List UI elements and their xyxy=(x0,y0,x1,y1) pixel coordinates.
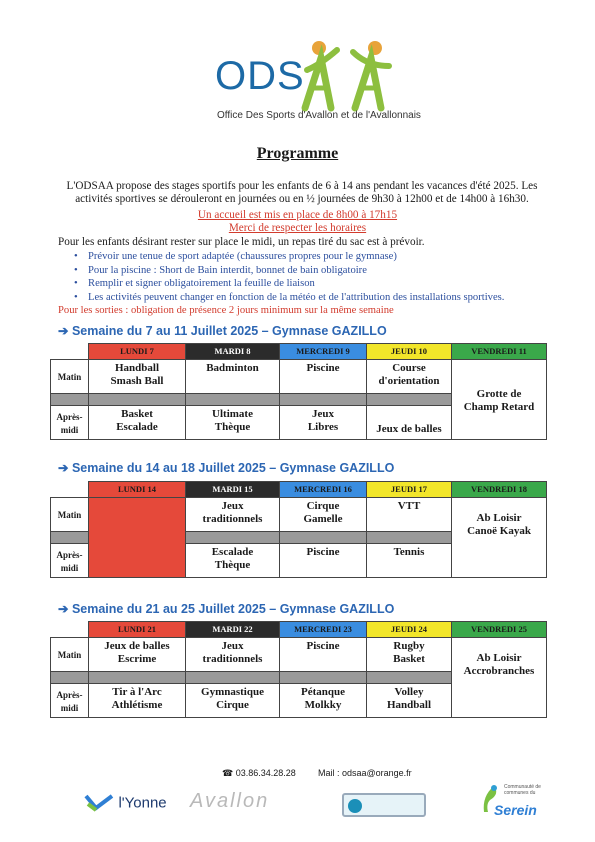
yonne-icon xyxy=(84,794,114,812)
serein-label: Serein xyxy=(494,802,537,818)
friday-outing: Grotte de Champ Retard xyxy=(452,360,547,440)
instructions-list xyxy=(70,250,504,304)
day-header: JEUDI 10 xyxy=(367,344,452,360)
row-label-apres-midi: Après-midi xyxy=(51,544,89,578)
odsaa-logo xyxy=(205,38,425,130)
activity-cell: Basket Escalade xyxy=(89,406,186,440)
day-header: VENDREDI 11 xyxy=(452,344,547,360)
day-header: LUNDI 21 xyxy=(89,622,186,638)
partner-icon xyxy=(348,799,362,813)
activity-cell: VTT xyxy=(367,498,452,532)
row-label-matin: Matin xyxy=(51,360,89,394)
page-title: Programme xyxy=(256,145,339,162)
accueil-note: Un accueil est mis en place de 8h00 à 17h15 xyxy=(197,209,398,221)
activity-cell: Rugby Basket xyxy=(367,638,452,672)
day-header: MERCREDI 9 xyxy=(280,344,367,360)
activity-cell: Piscine xyxy=(280,544,367,578)
outing-note: Pour les sorties : obligation de présence 2 jours minimum sur la même semaine xyxy=(58,305,394,316)
athletes-logo-icon xyxy=(297,38,417,118)
activity-cell: Tennis xyxy=(367,544,452,578)
serein-subtitle: Communauté de communes du xyxy=(504,784,541,796)
day-header: JEUDI 24 xyxy=(367,622,452,638)
week-2-table xyxy=(50,481,547,578)
row-label-matin: Matin xyxy=(51,498,89,532)
activity-cell: Escalade Thèque xyxy=(186,544,280,578)
row-label-matin: Matin xyxy=(51,638,89,672)
activity-cell: Ultimate Thèque xyxy=(186,406,280,440)
activity-cell: Gymnastique Cirque xyxy=(186,684,280,718)
day-header: VENDREDI 18 xyxy=(452,482,547,498)
activity-cell: Cirque Gamelle xyxy=(280,498,367,532)
holiday-block xyxy=(89,498,186,578)
activity-cell: Jeux traditionnels xyxy=(186,498,280,532)
day-header: MARDI 8 xyxy=(186,344,280,360)
day-header: LUNDI 14 xyxy=(89,482,186,498)
day-header: MERCREDI 16 xyxy=(280,482,367,498)
row-label-apres-midi: Après-midi xyxy=(51,684,89,718)
list-item: • Pour la piscine : Short de Bain interdit, bonnet de bain obligatoire xyxy=(70,264,504,278)
activity-cell: Pétanque Molkky xyxy=(280,684,367,718)
list-item: • Les activités peuvent changer en fonction de la météo et de l'attribution des installations sportives. xyxy=(70,291,504,305)
activity-cell: Jeux de balles Escrime xyxy=(89,638,186,672)
row-label-apres-midi: Après-midi xyxy=(51,406,89,440)
partner-logo xyxy=(342,793,426,817)
activity-cell: Badminton xyxy=(186,360,280,394)
activity-cell: Jeux Libres xyxy=(280,406,367,440)
week-2-title: ➔ Semaine du 14 au 18 Juillet 2025 – Gymnase GAZILLO xyxy=(58,461,395,475)
week-1-title: ➔ Semaine du 7 au 11 Juillet 2025 – Gymnase GAZILLO xyxy=(58,324,387,338)
logo-text: ODS xyxy=(215,54,305,98)
day-header: MERCREDI 23 xyxy=(280,622,367,638)
activity-cell: Piscine xyxy=(280,638,367,672)
week-3-table xyxy=(50,621,547,718)
activity-cell: Tir à l'Arc Athlétisme xyxy=(89,684,186,718)
yonne-label: l'Yonne xyxy=(118,794,167,812)
week-1-table xyxy=(50,343,547,440)
midi-note: Pour les enfants désirant rester sur place le midi, un repas tiré du sac est à prévoir. xyxy=(58,236,425,248)
avallon-logo: Avallon xyxy=(190,790,270,812)
list-item: • Remplir et signer obligatoirement la feuille de liaison xyxy=(70,277,504,291)
logo-subtitle: Office Des Sports d'Avallon et de l'Avallonnais xyxy=(217,110,421,121)
contact-phone: ☎ 03.86.34.28.28 xyxy=(222,768,296,778)
intro-text: L'ODSAA propose des stages sportifs pour les enfants de 6 à 14 ans pendant les vacances d'été 2025. Les activités sportives se dérouleront en journées ou en ½ journées de 9h30 à 12h00 et de 14h00 à 16h30. xyxy=(66,180,538,205)
activity-cell: Handball Smash Ball xyxy=(89,360,186,394)
activity-cell: Volley Handball xyxy=(367,684,452,718)
friday-outing: Ab Loisir Accrobranches xyxy=(452,638,547,718)
friday-outing: Ab Loisir Canoë Kayak xyxy=(452,498,547,578)
horaires-note: Merci de respecter les horaires xyxy=(228,222,367,234)
day-header: VENDREDI 25 xyxy=(452,622,547,638)
activity-cell: Jeux de balles xyxy=(367,406,452,440)
serein-logo xyxy=(480,782,550,822)
activity-cell: Jeux traditionnels xyxy=(186,638,280,672)
list-item: • Prévoir une tenue de sport adaptée (chaussures propres pour le gymnase) xyxy=(70,250,504,264)
day-header: MARDI 15 xyxy=(186,482,280,498)
day-header: JEUDI 17 xyxy=(367,482,452,498)
yonne-logo xyxy=(84,794,167,812)
activity-cell: Piscine xyxy=(280,360,367,394)
day-header: MARDI 22 xyxy=(186,622,280,638)
day-header: LUNDI 7 xyxy=(89,344,186,360)
activity-cell: Course d'orientation xyxy=(367,360,452,394)
contact-mail: Mail : odsaa@orange.fr xyxy=(318,768,412,778)
week-3-title: ➔ Semaine du 21 au 25 Juillet 2025 – Gymnase GAZILLO xyxy=(58,602,395,616)
